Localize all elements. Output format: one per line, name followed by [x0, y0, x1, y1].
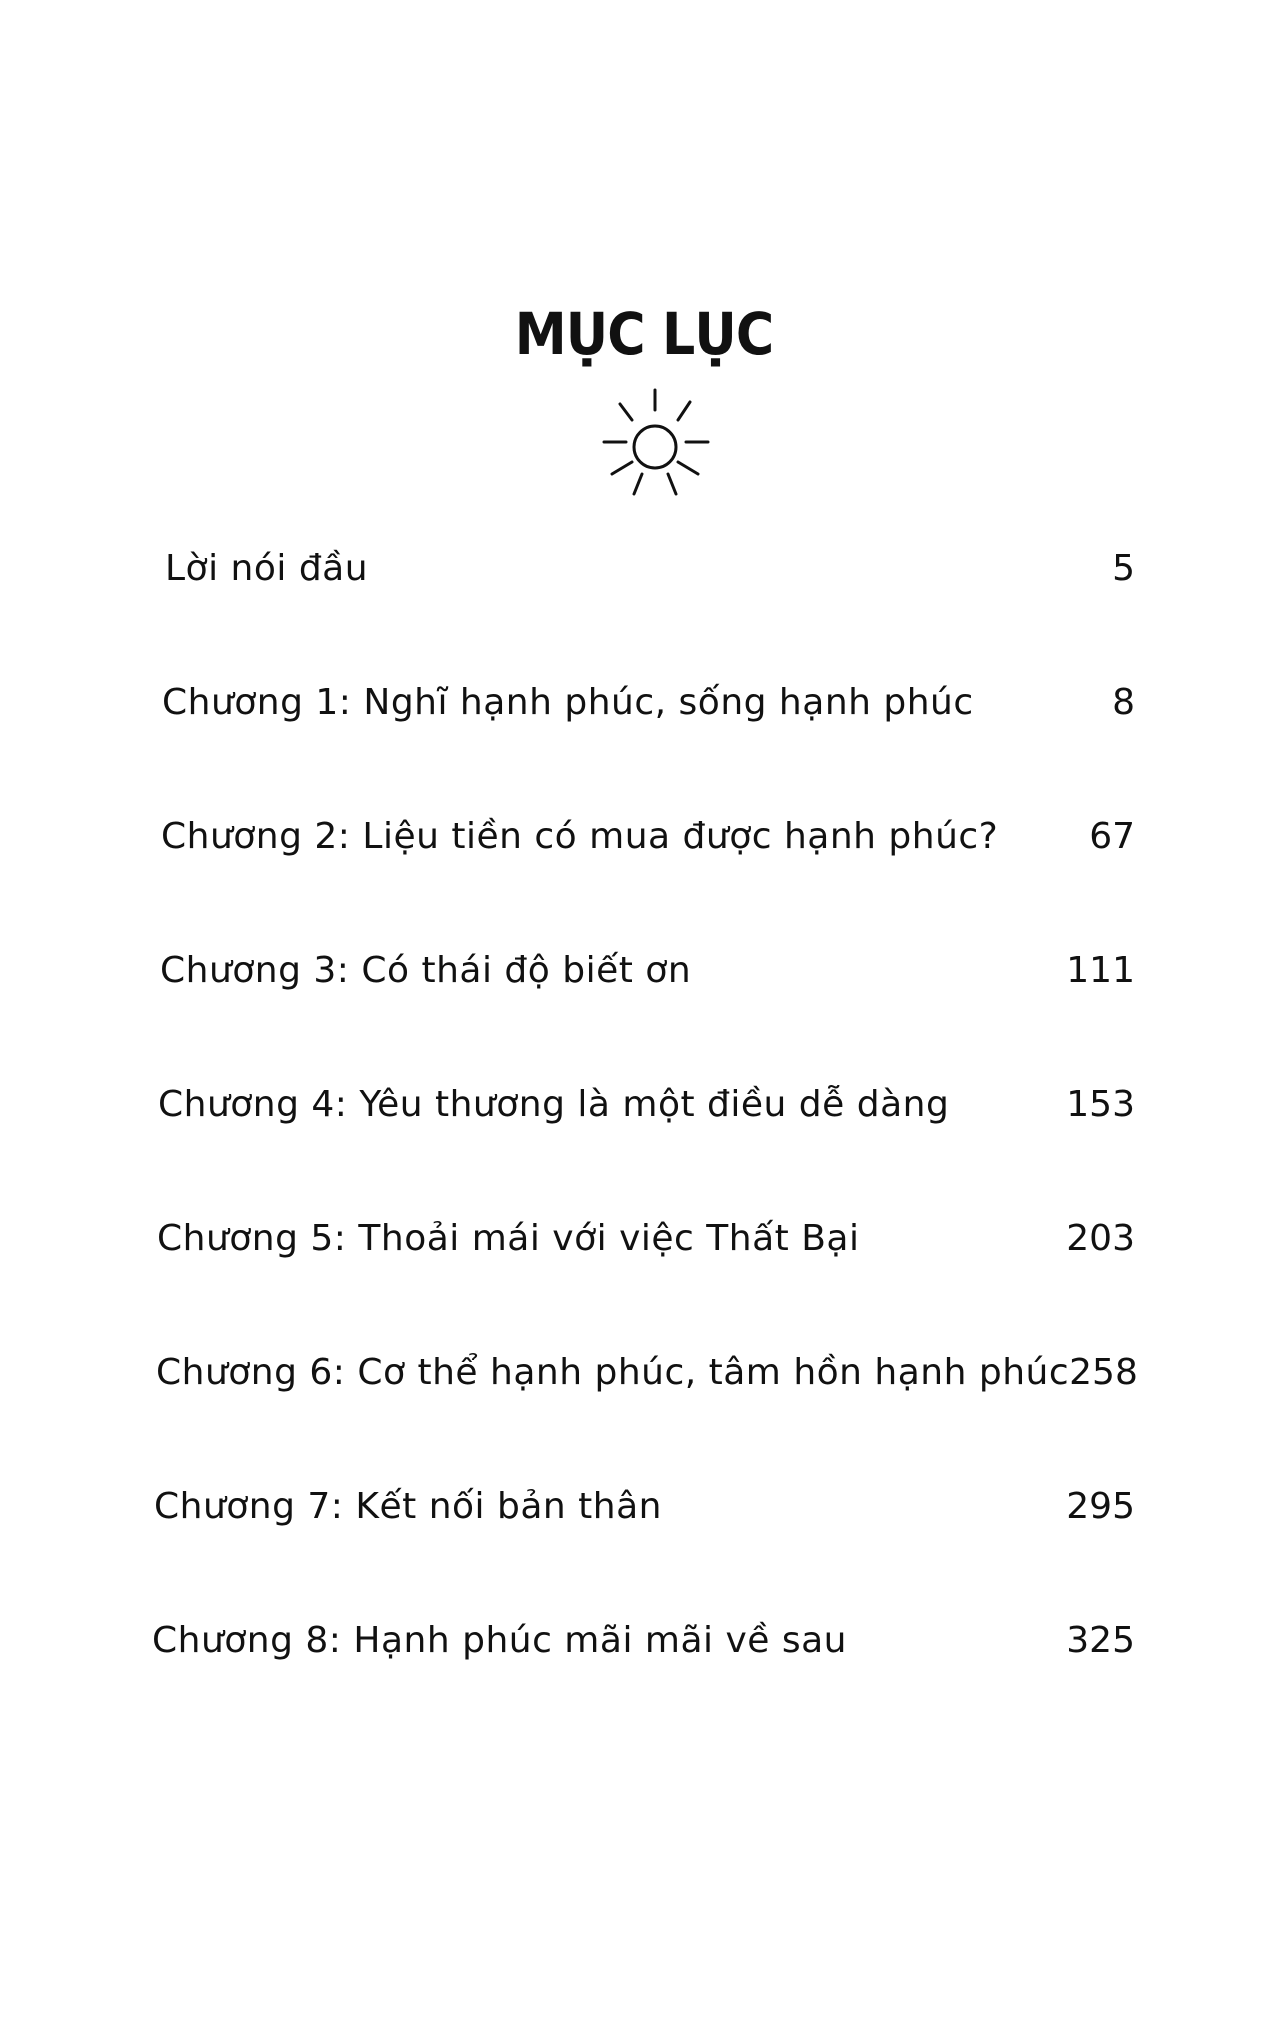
toc-entry-page: 258: [1069, 1352, 1138, 1393]
toc-entry-title: Chương 1: Nghĩ hạnh phúc, sống hạnh phúc: [162, 682, 974, 723]
toc-entry-page: 325: [1066, 1620, 1135, 1661]
toc-entry-page: 153: [1066, 1084, 1135, 1125]
toc-entry-page: 67: [1089, 816, 1135, 857]
toc-entry-title: Chương 8: Hạnh phúc mãi mãi về sau: [152, 1620, 847, 1661]
toc-entry[interactable]: [156, 1352, 1138, 1402]
toc-entry-title: Chương 4: Yêu thương là một điều dễ dàng: [158, 1084, 950, 1125]
toc-entry-title: Chương 6: Cơ thể hạnh phúc, tâm hồn hạnh phúc: [156, 1352, 1070, 1393]
toc-entry-page: 203: [1066, 1218, 1135, 1259]
toc-entry[interactable]: [162, 682, 1135, 732]
toc-entry-page: 111: [1066, 950, 1135, 991]
toc-entry[interactable]: [152, 1620, 1135, 1670]
toc-entry[interactable]: [158, 1084, 1135, 1134]
toc-entry[interactable]: [161, 816, 1135, 866]
toc-entry[interactable]: [165, 548, 1135, 598]
toc-entry[interactable]: [154, 1486, 1135, 1536]
toc-entry-page: 8: [1112, 682, 1135, 723]
page-title: MỤC LỤC: [514, 300, 774, 368]
toc-entry-title: Chương 7: Kết nối bản thân: [154, 1486, 662, 1527]
toc-entry-title: Chương 3: Có thái độ biết ơn: [160, 950, 692, 991]
toc-entry[interactable]: [160, 950, 1135, 1000]
toc-entry-title: Chương 5: Thoải mái với việc Thất Bại: [157, 1218, 860, 1259]
toc-entry[interactable]: [157, 1218, 1135, 1268]
toc-entry-page: 5: [1112, 548, 1135, 589]
toc-entry-title: Chương 2: Liệu tiền có mua được hạnh phúc?: [161, 816, 999, 857]
toc-entry-page: 295: [1066, 1486, 1135, 1527]
toc-entry-title: Lời nói đầu: [165, 548, 369, 589]
